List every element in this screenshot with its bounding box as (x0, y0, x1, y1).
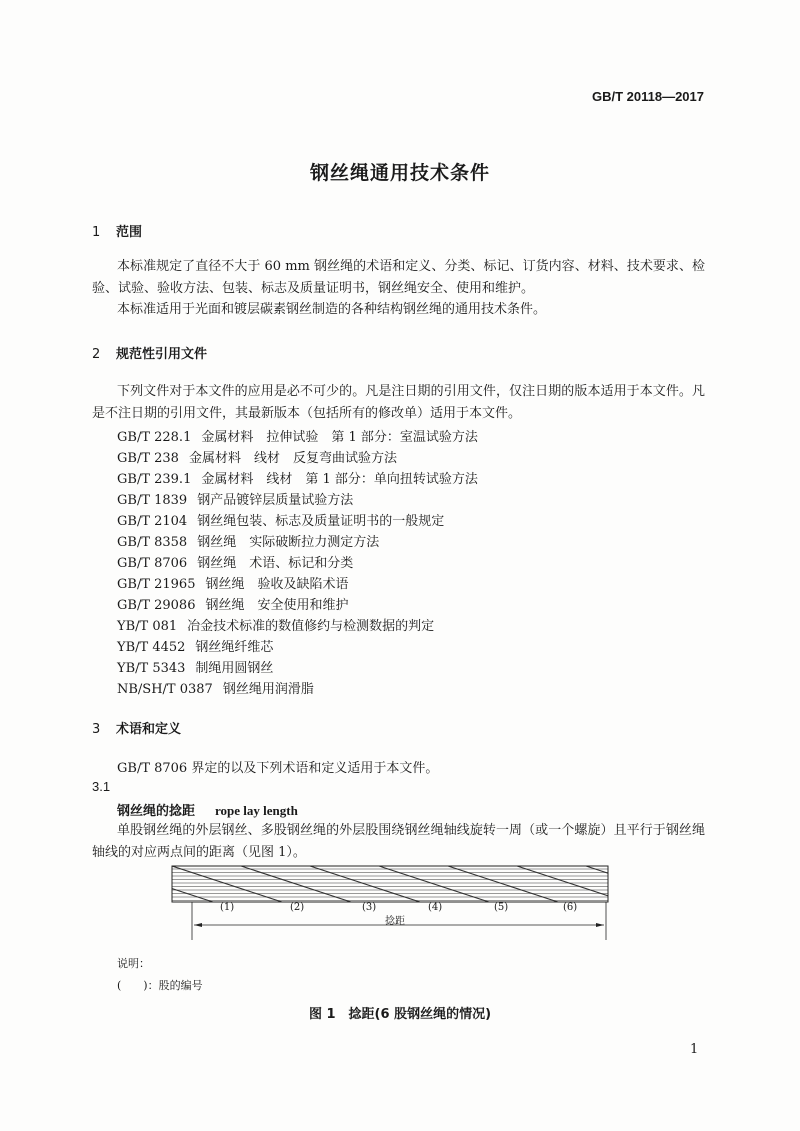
section-title: 术语和定义 (116, 722, 182, 737)
scope-paragraph-1: 本标准规定了直径不大于 60 mm 钢丝绳的术语和定义、分类、标记、订货内容、材料、技术要求、检验、试验、验收方法、包装、标志及质量证明书，钢丝绳安全、使用和维护。 (92, 259, 705, 296)
strand-boundary (448, 866, 558, 902)
reference-code: GB/T 1839 (117, 493, 188, 508)
strand-label: (5) (494, 902, 509, 913)
reference-code: YB/T 5343 (117, 661, 186, 676)
reference-item (117, 594, 349, 613)
reference-item (117, 447, 397, 466)
reference-item (117, 552, 353, 571)
standard-number: GB/T 20118—2017 (591, 89, 704, 104)
reference-title: 钢丝绳用润滑脂 (222, 682, 314, 697)
reference-item (117, 510, 444, 529)
term-definition: 单股钢丝绳的外层钢丝、多股钢丝绳的外层股围绕钢丝绳轴线旋转一周（或一个螺旋）且平行于钢丝绳轴线的对应两点间的距离（见图 1）。 (92, 823, 705, 860)
reference-title: 金属材料 拉伸试验 第 1 部分：室温试验方法 (201, 430, 478, 445)
reference-title: 钢丝绳 安全使用和维护 (205, 598, 349, 613)
scope-paragraph-2: 本标准适用于光面和镀层碳素钢丝制造的各种结构钢丝绳的通用技术条件。 (117, 302, 547, 317)
reference-code: GB/T 228.1 (117, 430, 192, 445)
references-intro: 下列文件对于本文件的应用是必不可少的。凡是注日期的引用文件，仅注日期的版本适用于本文件。凡是不注日期的引用文件，其最新版本（包括所有的修改单）适用于本文件。 (92, 384, 705, 421)
reference-title: 冶金技术标准的数值修约与检测数据的判定 (187, 619, 435, 634)
reference-item (117, 489, 353, 508)
reference-item (117, 636, 273, 655)
reference-item (117, 615, 434, 634)
strand-boundary (379, 866, 489, 902)
reference-title: 钢丝绳纤维芯 (195, 640, 274, 655)
reference-code: GB/T 8706 (117, 556, 188, 571)
section-1-heading (92, 221, 142, 240)
term-name-zh: 钢丝绳的捻距 (117, 804, 196, 819)
reference-title: 钢丝绳 验收及缺陷术语 (205, 577, 349, 592)
section-number: 2 (92, 347, 101, 362)
strand-label: (2) (290, 902, 305, 913)
reference-item (117, 573, 349, 592)
arrow-right (596, 923, 604, 927)
page-number: 1 (690, 1042, 699, 1057)
strand-label: (4) (428, 902, 443, 913)
strand-boundary (517, 866, 620, 902)
reference-item (117, 657, 273, 676)
document-title: 钢丝绳通用技术条件 (309, 162, 490, 184)
strand-boundary (586, 866, 620, 902)
reference-item (117, 678, 314, 697)
legend-title: 说明： (117, 957, 150, 970)
reference-title: 制绳用圆钢丝 (195, 661, 274, 676)
reference-code: GB/T 21965 (117, 577, 196, 592)
strand-label: (1) (220, 902, 235, 913)
strand-boundary (310, 866, 420, 902)
strand-boundary (172, 866, 282, 902)
reference-code: GB/T 8358 (117, 535, 188, 550)
term-number: 3.1 (92, 779, 111, 794)
figure-rope-lay-length (160, 860, 620, 940)
reference-item (117, 426, 478, 445)
strand-boundary (241, 866, 351, 902)
reference-title: 金属材料 线材 第 1 部分：单向扭转试验方法 (201, 472, 478, 487)
dimension-label: 捻距 (385, 916, 405, 927)
figure-caption: 图 1 捻距(6 股钢丝绳的情况) (308, 1007, 492, 1022)
terms-intro: GB/T 8706 界定的以及下列术语和定义适用于本文件。 (117, 761, 439, 776)
reference-code: YB/T 4452 (117, 640, 186, 655)
term-name-en: rope lay length (215, 803, 298, 818)
section-title: 规范性引用文件 (116, 347, 208, 362)
section-title: 范围 (116, 225, 143, 240)
section-number: 1 (92, 225, 101, 240)
section-3-heading (92, 718, 181, 737)
reference-code: GB/T 239.1 (117, 472, 192, 487)
rope-wires (160, 866, 620, 902)
reference-title: 钢丝绳 术语、标记和分类 (197, 556, 354, 571)
reference-item (117, 468, 478, 487)
reference-code: GB/T 2104 (117, 514, 188, 529)
reference-title: 钢丝绳 实际破断拉力测定方法 (197, 535, 380, 550)
reference-code: GB/T 29086 (117, 598, 196, 613)
section-number: 3 (92, 722, 101, 737)
reference-code: YB/T 081 (117, 619, 178, 634)
legend-item: ( )：股的编号 (117, 979, 203, 992)
reference-item (117, 531, 379, 550)
strand-label: (3) (362, 902, 377, 913)
reference-title: 金属材料 线材 反复弯曲试验方法 (188, 451, 397, 466)
reference-code: NB/SH/T 0387 (117, 682, 213, 697)
strand-boundary (160, 866, 213, 902)
reference-title: 钢产品镀锌层质量试验方法 (197, 493, 354, 508)
section-2-heading (92, 343, 207, 362)
arrow-left (194, 923, 202, 927)
term-heading (117, 800, 298, 819)
strand-label: (6) (563, 902, 578, 913)
reference-code: GB/T 238 (117, 451, 179, 466)
reference-title: 钢丝绳包装、标志及质量证明书的一般规定 (197, 514, 445, 529)
